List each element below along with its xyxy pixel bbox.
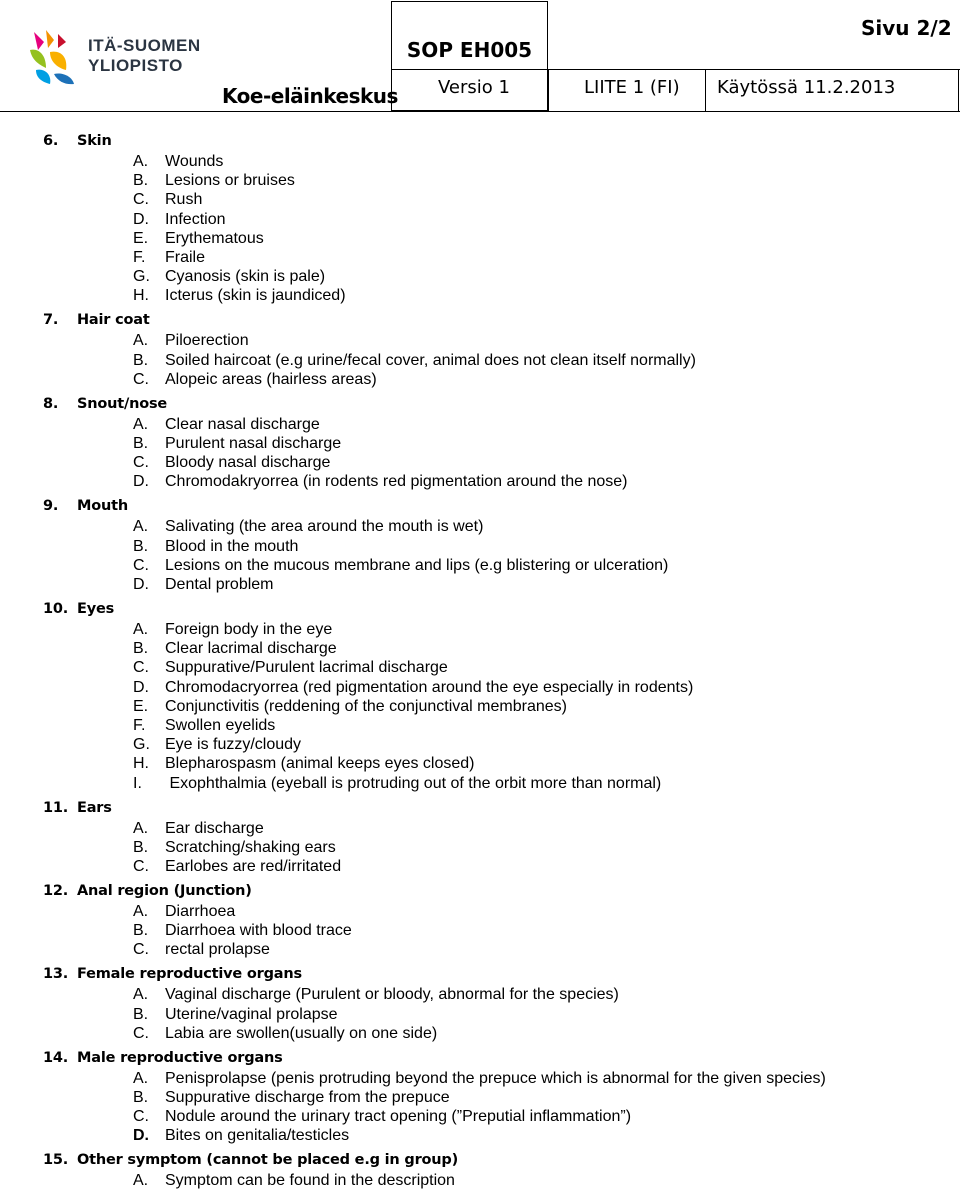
section-title [43,133,112,149]
list-item [133,736,301,754]
list-item [133,986,619,1004]
item-letter: E. [133,229,149,247]
section-number: 10. [43,601,69,617]
list-item [133,332,249,350]
list-item [133,621,332,639]
header-cell-divider [705,69,706,111]
list-item [133,538,298,556]
item-text: Chromodacryorrea (red pigmentation around the eye especially in rodents) [165,678,694,696]
list-item [133,1025,437,1043]
list-item [133,903,235,921]
section-number: 11. [43,799,69,816]
item-text: Suppurative discharge from the prepuce [165,1089,450,1106]
section-heading: Mouth [77,498,128,515]
item-letter: F. [133,249,146,266]
item-letter: B. [133,922,149,940]
list-item [133,1172,455,1190]
section-number: 6. [43,133,59,149]
item-letter: C. [133,370,149,388]
item-text: Eye is fuzzy/cloudy [165,736,302,754]
item-letter: C. [133,659,149,677]
section-heading: Snout/nose [77,395,168,412]
page-number: Sivu 2/2 [861,16,952,40]
list-item [133,576,274,594]
item-letter: F. [133,717,146,734]
list-item [133,858,341,876]
list-item [133,1089,450,1107]
section-heading: Hair coat [77,312,150,329]
item-letter: A. [133,415,149,433]
header-cell-divider [958,69,959,111]
item-text: Fraile [165,249,206,266]
section-number: 14. [43,1049,69,1066]
item-text: Swollen eyelids [165,717,276,734]
list-item [133,416,320,434]
list-item [133,941,270,959]
item-text: Salivating (the area around the mouth is wet) [165,518,484,536]
logo-line-1: ITÄ-SUOMEN [88,36,201,55]
item-text: Infection [165,210,226,228]
list-item [133,435,341,453]
section-title [43,498,128,514]
item-text: Dental problem [165,576,274,593]
item-letter: A. [133,621,149,638]
in-use-date: Käytössä 11.2.2013 [717,77,896,98]
item-letter: C. [133,1024,149,1042]
item-letter: A. [133,986,149,1004]
item-letter: B. [133,1005,149,1023]
item-letter: B. [133,1089,149,1106]
item-letter: C. [133,191,149,209]
section-heading: Ears [77,799,112,816]
item-text: rectal prolapse [165,941,270,959]
section-title [43,966,302,982]
item-text: Vaginal discharge (Purulent or bloody, abnormal for the species) [165,986,619,1004]
list-item [133,640,337,658]
list-item [133,230,264,248]
item-letter: G. [133,736,150,754]
list-item [133,679,693,697]
list-item [133,839,336,857]
list-item [133,1127,349,1145]
item-text: Diarrhoea [165,903,236,920]
list-item [133,454,330,472]
section-number: 13. [43,966,69,983]
item-text: Cyanosis (skin is pale) [165,268,326,286]
item-text: Nodule around the urinary tract opening (”Preputial inflammation”) [165,1108,632,1126]
item-text: Clear nasal discharge [165,415,320,433]
logo-mark-icon [28,28,78,86]
section-heading: Skin [77,133,112,149]
item-text: Exophthalmia (eyeball is protruding out of the orbit more than normal) [165,774,662,792]
item-text: Soiled haircoat (e.g urine/fecal cover, animal does not clean itself normally) [165,351,696,369]
item-text: Purulent nasal discharge [165,435,342,452]
item-letter: D. [133,678,149,696]
section-title [43,1152,458,1168]
section-title [43,883,252,899]
item-letter: B. [133,172,149,190]
item-letter: D. [133,1127,149,1145]
section-heading: Anal region (Junction) [77,883,252,899]
item-letter: B. [133,537,149,555]
list-item [133,820,264,838]
item-text: Earlobes are red/irritated [165,858,342,875]
list-item [133,172,295,190]
list-item [133,659,448,677]
list-item [133,352,696,370]
university-logo [28,28,208,88]
list-item [133,371,377,389]
section-heading: Eyes [77,601,115,617]
item-text: Conjunctivitis (reddening of the conjunctival membranes) [165,697,567,715]
unit-name: Koe-eläinkeskus [222,84,398,108]
item-letter: H. [133,287,149,305]
section-title [43,396,167,412]
item-text: Blepharospasm (animal keeps eyes closed) [165,755,475,773]
list-item [133,922,352,940]
item-text: Rush [165,191,203,209]
item-letter: D. [133,576,149,593]
list-item [133,473,627,491]
item-letter: E. [133,697,149,715]
list-item [133,191,202,209]
list-item [133,211,225,229]
item-text: Chromodakryorrea (in rodents red pigmentation around the nose) [165,473,628,491]
logo-wordmark [88,36,201,76]
list-item [133,249,205,267]
item-letter: C. [133,941,149,959]
item-text: Alopeic areas (hairless areas) [165,370,377,388]
item-letter: D. [133,473,149,491]
item-text: Piloerection [165,332,249,350]
list-item [133,153,223,171]
item-text: Clear lacrimal discharge [165,640,337,658]
item-text: Lesions on the mucous membrane and lips (e.g blistering or ulceration) [165,556,669,574]
list-item [133,557,668,575]
header-cell-divider [548,69,549,111]
item-letter: A. [133,1069,149,1087]
item-letter: B. [133,640,149,658]
item-text: Uterine/vaginal prolapse [165,1005,338,1023]
item-letter: A. [133,819,149,837]
item-text: Suppurative/Purulent lacrimal discharge [165,659,448,677]
item-letter: D. [133,210,149,228]
item-letter: G. [133,268,150,286]
list-item [133,287,346,305]
item-letter: B. [133,351,149,369]
item-text: Ear discharge [165,819,264,837]
item-letter: A. [133,518,149,536]
sop-code: SOP EH005 [406,38,533,62]
item-letter: C. [133,1108,149,1126]
section-heading: Female reproductive organs [77,966,302,983]
section-number: 12. [43,883,69,899]
item-text: Bloody nasal discharge [165,454,331,472]
item-letter: A. [133,153,149,170]
item-letter: C. [133,454,149,472]
section-number: 9. [43,498,59,515]
list-item [133,1070,826,1088]
item-text: Foreign body in the eye [165,621,333,638]
item-letter: C. [133,556,149,574]
list-item [133,775,661,793]
item-text: Bites on genitalia/testicles [165,1127,350,1145]
section-number: 15. [43,1152,69,1169]
section-title [43,312,150,328]
item-letter: A. [133,903,149,920]
item-text: Labia are swollen(usually on one side) [165,1024,438,1042]
list-item [133,268,325,286]
list-item [133,755,474,773]
item-text: Scratching/shaking ears [165,838,336,856]
item-text: Symptom can be found in the description [165,1172,455,1190]
item-text: Lesions or bruises [165,172,295,190]
version-label: Versio 1 [438,77,510,98]
section-heading: Other symptom (cannot be placed e.g in group) [77,1152,459,1169]
item-letter: I. [133,774,142,792]
section-title [43,1050,283,1066]
list-item [133,1108,631,1126]
item-text: Diarrhoea with blood trace [165,922,352,940]
header-bottom-rule [0,111,960,112]
list-item [133,717,275,735]
item-letter: B. [133,435,149,452]
document-header [0,0,960,113]
item-letter: C. [133,858,149,875]
header-divider [391,69,960,70]
item-text: Wounds [165,153,224,170]
list-item [133,1006,338,1024]
section-title [43,800,112,816]
item-text: Erythematous [165,229,264,247]
item-text: Blood in the mouth [165,537,299,555]
item-letter: A. [133,1172,149,1190]
list-item [133,518,483,536]
item-letter: H. [133,755,149,773]
section-title [43,601,114,617]
item-letter: A. [133,332,149,350]
logo-line-2: YLIOPISTO [88,56,183,75]
item-text: Penisprolapse (penis protruding beyond the prepuce which is abnormal for the given species) [165,1069,826,1087]
appendix-label: LIITE 1 (FI) [584,77,680,98]
list-item [133,698,567,716]
item-text: Icterus (skin is jaundiced) [165,287,346,305]
section-number: 7. [43,312,59,329]
section-number: 8. [43,395,59,412]
section-heading: Male reproductive organs [77,1049,283,1066]
item-letter: B. [133,838,149,856]
